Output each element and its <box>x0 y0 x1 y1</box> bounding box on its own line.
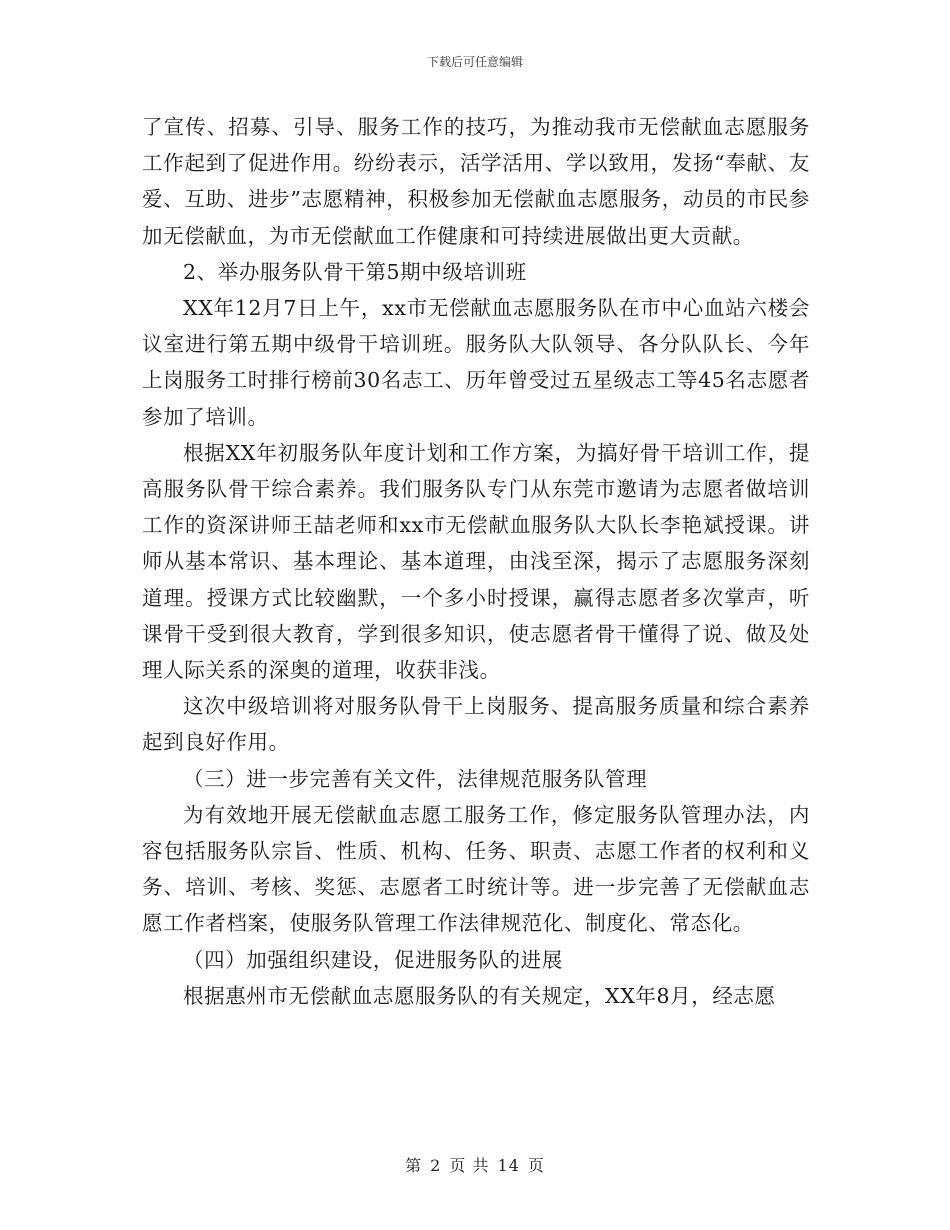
paragraph: 根据XX年初服务队年度计划和工作方案，为搞好骨干培训工作，提高服务队骨干综合素养。我们服务队专门从东莞市邀请为志愿者做培训工作的资深讲师王喆老师和xx市无偿献血服务队大队长李艳斌授课。讲师从基本常识、基本理论、基本道理，由浅至深，揭示了志愿服务深刻道理。授课方式比较幽默，一个多小时授课，赢得志愿者多次掌声，听课骨干受到很大教育，学到很多知识，使志愿者骨干懂得了说、做及处理人际关系的深奥的道理，收获非浅。 <box>142 440 810 683</box>
document-body <box>142 109 810 1014</box>
section-heading: （四）加强组织建设，促进服务队的进展 <box>183 947 563 972</box>
paragraph: 了宣传、招募、引导、服务工作的技巧，为推动我市无偿献血志愿服务工作起到了促进作用。纷纷表示，活学活用、学以致用，发扬“奉献、友爱、互助、进步”志愿精神，积极参加无偿献血志愿服务，动员的市民参加无偿献血，为市无偿献血工作健康和可持续进展做出更大贡献。 <box>142 115 810 248</box>
footer-middle: 页 共 <box>449 1156 490 1175</box>
paragraph: 这次中级培训将对服务队骨干上岗服务、提高服务质量和综合素养起到良好作用。 <box>142 694 810 755</box>
footer-total-pages: 14 <box>497 1156 520 1175</box>
paragraph: 根据惠州市无偿献血志愿服务队的有关规定，XX年8月，经志愿 <box>183 983 776 1008</box>
section-heading: （三）进一步完善有关文件，法律规范服务队管理 <box>183 766 648 791</box>
footer-suffix: 页 <box>527 1156 545 1175</box>
section-heading: 2、举办服务队骨干第5期中级培训班 <box>183 259 527 284</box>
paragraph: XX年12月7日上午，xx市无偿献血志愿服务队在市中心血站六楼会议室进行第五期中级骨干培训班。服务队大队领导、各分队队长、今年上岗服务工时排行榜前30名志工、历年曾受过五星级志工等45名志愿者参加了培训。 <box>142 296 810 429</box>
page-footer <box>0 1153 950 1176</box>
footer-page-number: 2 <box>430 1156 442 1175</box>
header-note: 下载后可任意编辑 <box>426 55 523 69</box>
paragraph: 为有效地开展无偿献血志愿工服务工作，修定服务队管理办法，内容包括服务队宗旨、性质、机构、任务、职责、志愿工作者的权利和义务、培训、考核、奖惩、志愿者工时统计等。进一步完善了无偿献血志愿工作者档案，使服务队管理工作法律规范化、制度化、常态化。 <box>142 802 810 936</box>
footer-prefix: 第 <box>405 1156 423 1175</box>
